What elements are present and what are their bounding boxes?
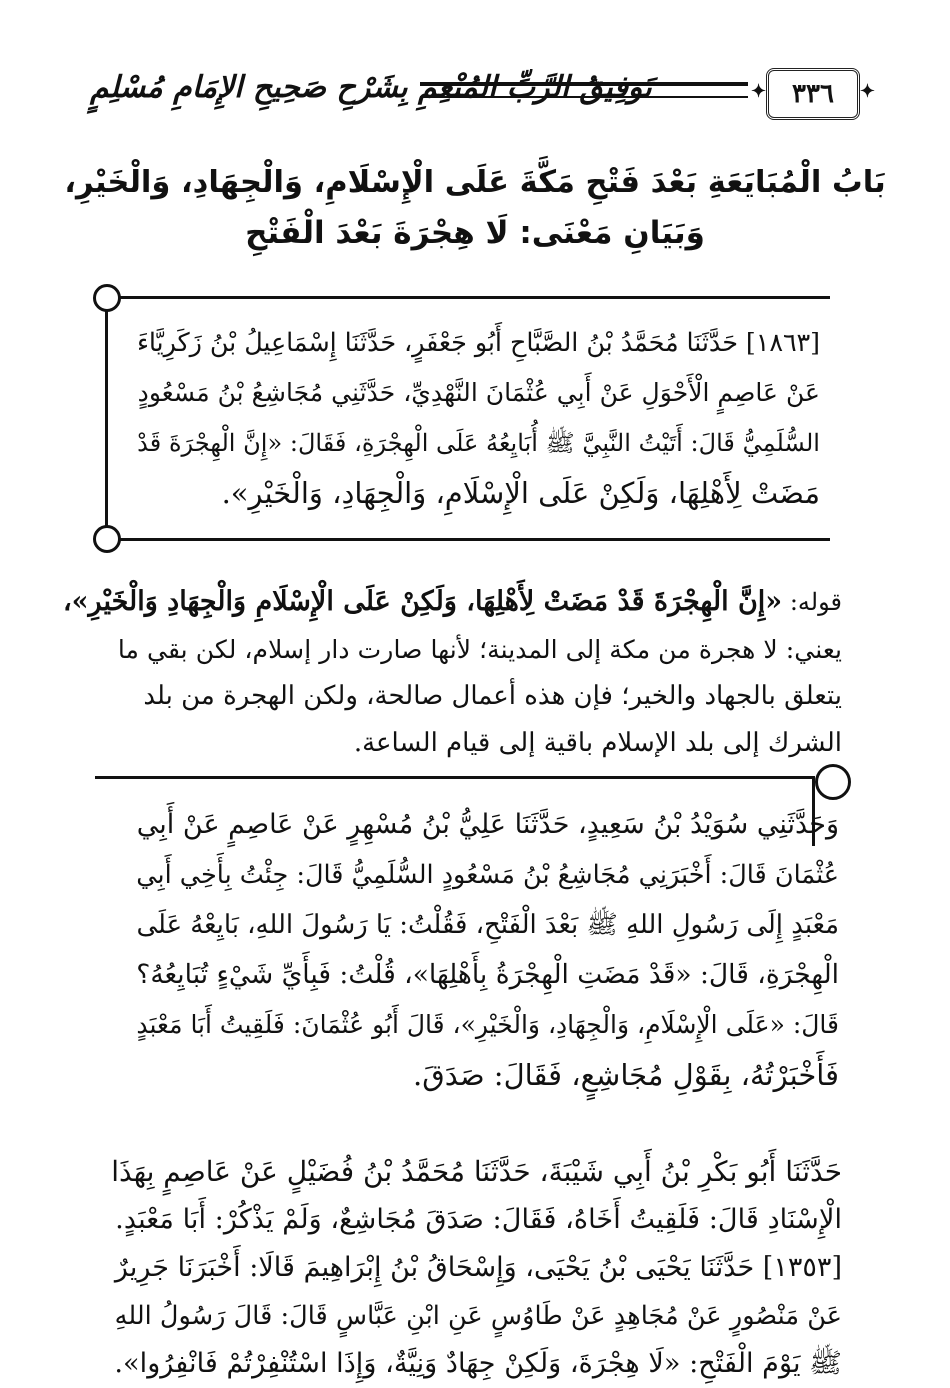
hadith-1-line: مَضَتْ لِأَهْلِهَا، وَلَكِنْ عَلَى الْإِسْلَامِ، وَالْجِهَادِ، وَالْخَيْرِ». bbox=[221, 476, 820, 510]
hadith-2-line: عُثْمَانَ قَالَ: أَخْبَرَنِي مُجَاشِعُ بْنُ مَسْعُودٍ السُّلَمِيُّ قَالَ: جِئْتُ بِأَخِي أَبِي bbox=[136, 860, 839, 890]
commentary-paragraph bbox=[62, 578, 842, 767]
hadith-box-1 bbox=[95, 296, 830, 541]
commentary-quote: «إِنَّ الْهِجْرَةَ قَدْ مَضَتْ لِأَهْلِهَا، وَلَكِنْ عَلَى الْإِسْلَامِ وَالْجِهَادِ وَالْخَيْرِ»، bbox=[62, 586, 783, 617]
hadith-1-line: السُّلَمِيُّ قَالَ: أَتَيْتُ النَّبِيَّ ﷺ أُبَايِعُهُ عَلَى الْهِجْرَةِ، فَقَالَ: «إِنَّ الْهِجْرَةَ قَدْ bbox=[137, 429, 820, 457]
lower-line: [١٣٥٣] حَدَّثَنَا يَحْيَى بْنُ يَحْيَى، وَإِسْحَاقُ بْنُ إِبْرَاهِيمَ قَالَا: أَخْبَرَنَا جَرِيرٌ bbox=[114, 1252, 842, 1283]
hadith-2-line: وَحَدَّثَنِي سُوَيْدُ بْنُ سَعِيدٍ، حَدَّثَنَا عَلِيُّ بْنُ مُسْهِرٍ عَنْ عَاصِمٍ عَنْ أَبِي bbox=[136, 809, 839, 840]
book-title: تَوفِيقُ الرَّبِّ المُنْعِمِ بِشَرْحِ صَحِيحِ الإِمَامِ مُسْلِمٍ bbox=[90, 70, 652, 105]
hadith-2-line: قَالَ: «عَلَى الْإِسْلَامِ، وَالْجِهَادِ، وَالْخَيْرِ»، قَالَ أَبُو عُثْمَانَ: فَلَقِيتُ أَبَا مَعْبَدٍ bbox=[136, 1010, 839, 1039]
page-number: ✦ ٣٣٦ ✦ bbox=[766, 68, 860, 120]
bracket-ornament-top bbox=[815, 764, 851, 800]
hadith-1-line: [١٨٦٣] حَدَّثَنَا مُحَمَّدُ بْنُ الصَّبَّاحِ أَبُو جَعْفَرٍ، حَدَّثَنَا إِسْمَاعِيلُ بْنُ زَكَرِيَّاءَ bbox=[136, 328, 820, 357]
commentary-line-1 bbox=[62, 578, 842, 626]
hadith-1-text bbox=[130, 318, 820, 518]
lower-line: حَدَّثَنَا أَبُو بَكْرِ بْنُ أَبِي شَيْبَةَ، حَدَّثَنَا مُحَمَّدُ بْنُ فُضَيْلٍ عَنْ عَاصِمٍ بِهَذَا bbox=[111, 1155, 842, 1188]
bracket-ornament-bottom bbox=[93, 525, 121, 553]
bracket-top-rule bbox=[95, 776, 815, 779]
hadith-2-text bbox=[129, 800, 839, 1100]
hadith-box-2 bbox=[95, 776, 845, 1156]
commentary-line-3: يتعلق بالجهاد والخير؛ فإن هذه أعمال صالحة، ولكن الهجرة من بلد bbox=[143, 681, 842, 711]
chapter-title-line-2: وَبَيَانِ مَعْنَى: لَا هِجْرَةَ بَعْدَ الْفَتْحِ bbox=[245, 215, 705, 251]
hadith-2-line: فَأَخْبَرْتُهُ، بِقَوْلِ مُجَاشِعٍ، فَقَالَ: صَدَقَ. bbox=[413, 1058, 839, 1092]
page-header bbox=[90, 68, 860, 128]
lower-line: ﷺ يَوْمَ الْفَتْحِ: «لَا هِجْرَةَ، وَلَكِنْ جِهَادٌ وَنِيَّةٌ، وَإِذَا اسْتُنْفِرْتُمْ فَانْفِرُوا». bbox=[114, 1348, 842, 1379]
commentary-line-2: يعني: لا هجرة من مكة إلى المدينة؛ لأنها صارت دار إسلام، لكن بقي ما bbox=[117, 635, 842, 664]
bracket-bottom-rule bbox=[105, 538, 830, 541]
hadith-2-line: الْهِجْرَةِ، قَالَ: «قَدْ مَضَتِ الْهِجْرَةُ بِأَهْلِهَا»، قُلْتُ: فَبِأَيِّ شَيْءٍ تُبَايِعُهُ؟ bbox=[136, 959, 839, 990]
lower-line: عَنْ مَنْصُورٍ عَنْ مُجَاهِدٍ عَنْ طَاوُسٍ عَنِ ابْنِ عَبَّاسٍ قَالَ: قَالَ رَسُولُ اللهِ bbox=[114, 1301, 842, 1331]
hadith-2-line: مَعْبَدٍ إِلَى رَسُولِ اللهِ ﷺ بَعْدَ الْفَتْحِ، فَقُلْتُ: يَا رَسُولَ اللهِ، بَايِعْهُ عَلَى bbox=[136, 910, 839, 940]
chapter-title bbox=[60, 158, 890, 258]
bracket-side-rule bbox=[105, 296, 108, 541]
chapter-title-line-1: بَابُ الْمُبَايَعَةِ بَعْدَ فَتْحِ مَكَّةَ عَلَى الْإِسْلَامِ، وَالْجِهَادِ، وَالْخَيْرِ، bbox=[64, 165, 886, 200]
bracket-top-rule bbox=[105, 296, 830, 299]
hadith-1-line: عَنْ عَاصِمٍ الْأَحْوَلِ عَنْ أَبِي عُثْمَانَ النَّهْدِيِّ، حَدَّثَنِي مُجَاشِعُ بْنُ مَسْعُودٍ bbox=[137, 378, 820, 407]
commentary-intro: قوله: bbox=[782, 588, 842, 616]
commentary-line-4: الشرك إلى بلد الإسلام باقية إلى قيام الساعة. bbox=[353, 728, 842, 758]
bracket-ornament-top bbox=[93, 284, 121, 312]
lower-line: الْإِسْنَادِ قَالَ: فَلَقِيتُ أَخَاهُ، فَقَالَ: صَدَقَ مُجَاشِعٌ، وَلَمْ يَذْكُرْ: أَبَا مَعْبَدٍ. bbox=[115, 1204, 842, 1235]
lower-hadith-text bbox=[107, 1148, 842, 1388]
